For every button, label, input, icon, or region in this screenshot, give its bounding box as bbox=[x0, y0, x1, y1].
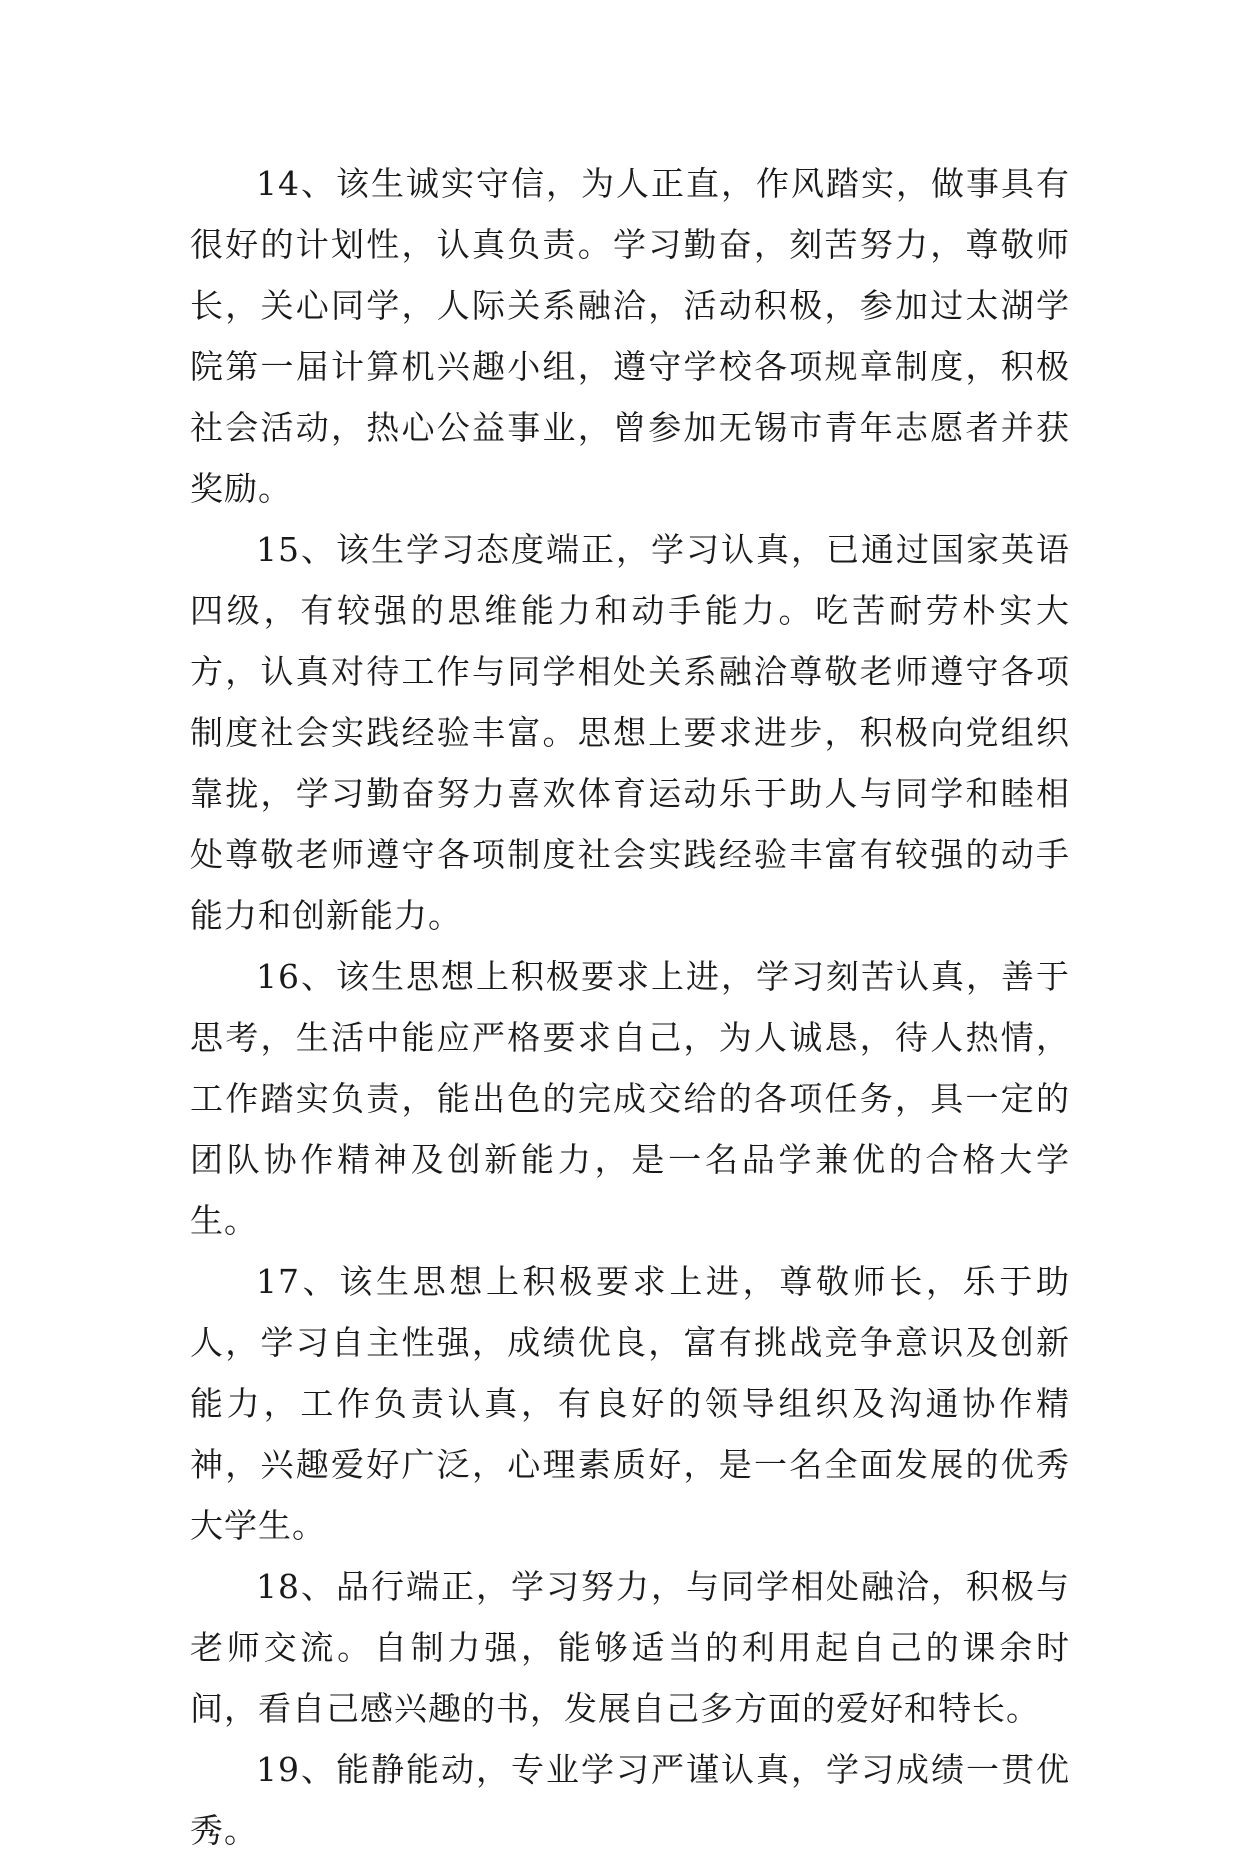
paragraph-16: 16、该生思想上积极要求上进，学习刻苦认真，善于思考，生活中能应严格要求自己，为人诚恳，待人热情，工作踏实负责，能出色的完成交给的各项任务，具一定的团队协作精神及创新能力，是一名品学兼优的合格大学生。 bbox=[190, 957, 1070, 1240]
document-body bbox=[190, 153, 1070, 1861]
paragraph-18: 18、品行端正，学习努力，与同学相处融洽，积极与老师交流。自制力强，能够适当的利用起自己的课余时间，看自己感兴趣的书，发展自己多方面的爱好和特长。 bbox=[190, 1567, 1070, 1728]
paragraph-19: 19、能静能动，专业学习严谨认真，学习成绩一贯优秀。 bbox=[190, 1750, 1070, 1850]
paragraph-14: 14、该生诚实守信，为人正直，作风踏实，做事具有很好的计划性，认真负责。学习勤奋，刻苦努力，尊敬师长，关心同学，人际关系融洽，活动积极，参加过太湖学院第一届计算机兴趣小组，遵守学校各项规章制度，积极社会活动，热心公益事业，曾参加无锡市青年志愿者并获奖励。 bbox=[190, 164, 1070, 508]
paragraph-15: 15、该生学习态度端正，学习认真，已通过国家英语四级，有较强的思维能力和动手能力。吃苦耐劳朴实大方，认真对待工作与同学相处关系融洽尊敬老师遵守各项制度社会实践经验丰富。思想上要求进步，积极向党组织靠拢，学习勤奋努力喜欢体育运动乐于助人与同学和睦相处尊敬老师遵守各项制度社会实践经验丰富有较强的动手能力和创新能力。 bbox=[190, 530, 1070, 935]
paragraph-17: 17、该生思想上积极要求上进，尊敬师长，乐于助人，学习自主性强，成绩优良，富有挑战竞争意识及创新能力，工作负责认真，有良好的领导组织及沟通协作精神，兴趣爱好广泛，心理素质好，是一名全面发展的优秀大学生。 bbox=[190, 1262, 1070, 1545]
